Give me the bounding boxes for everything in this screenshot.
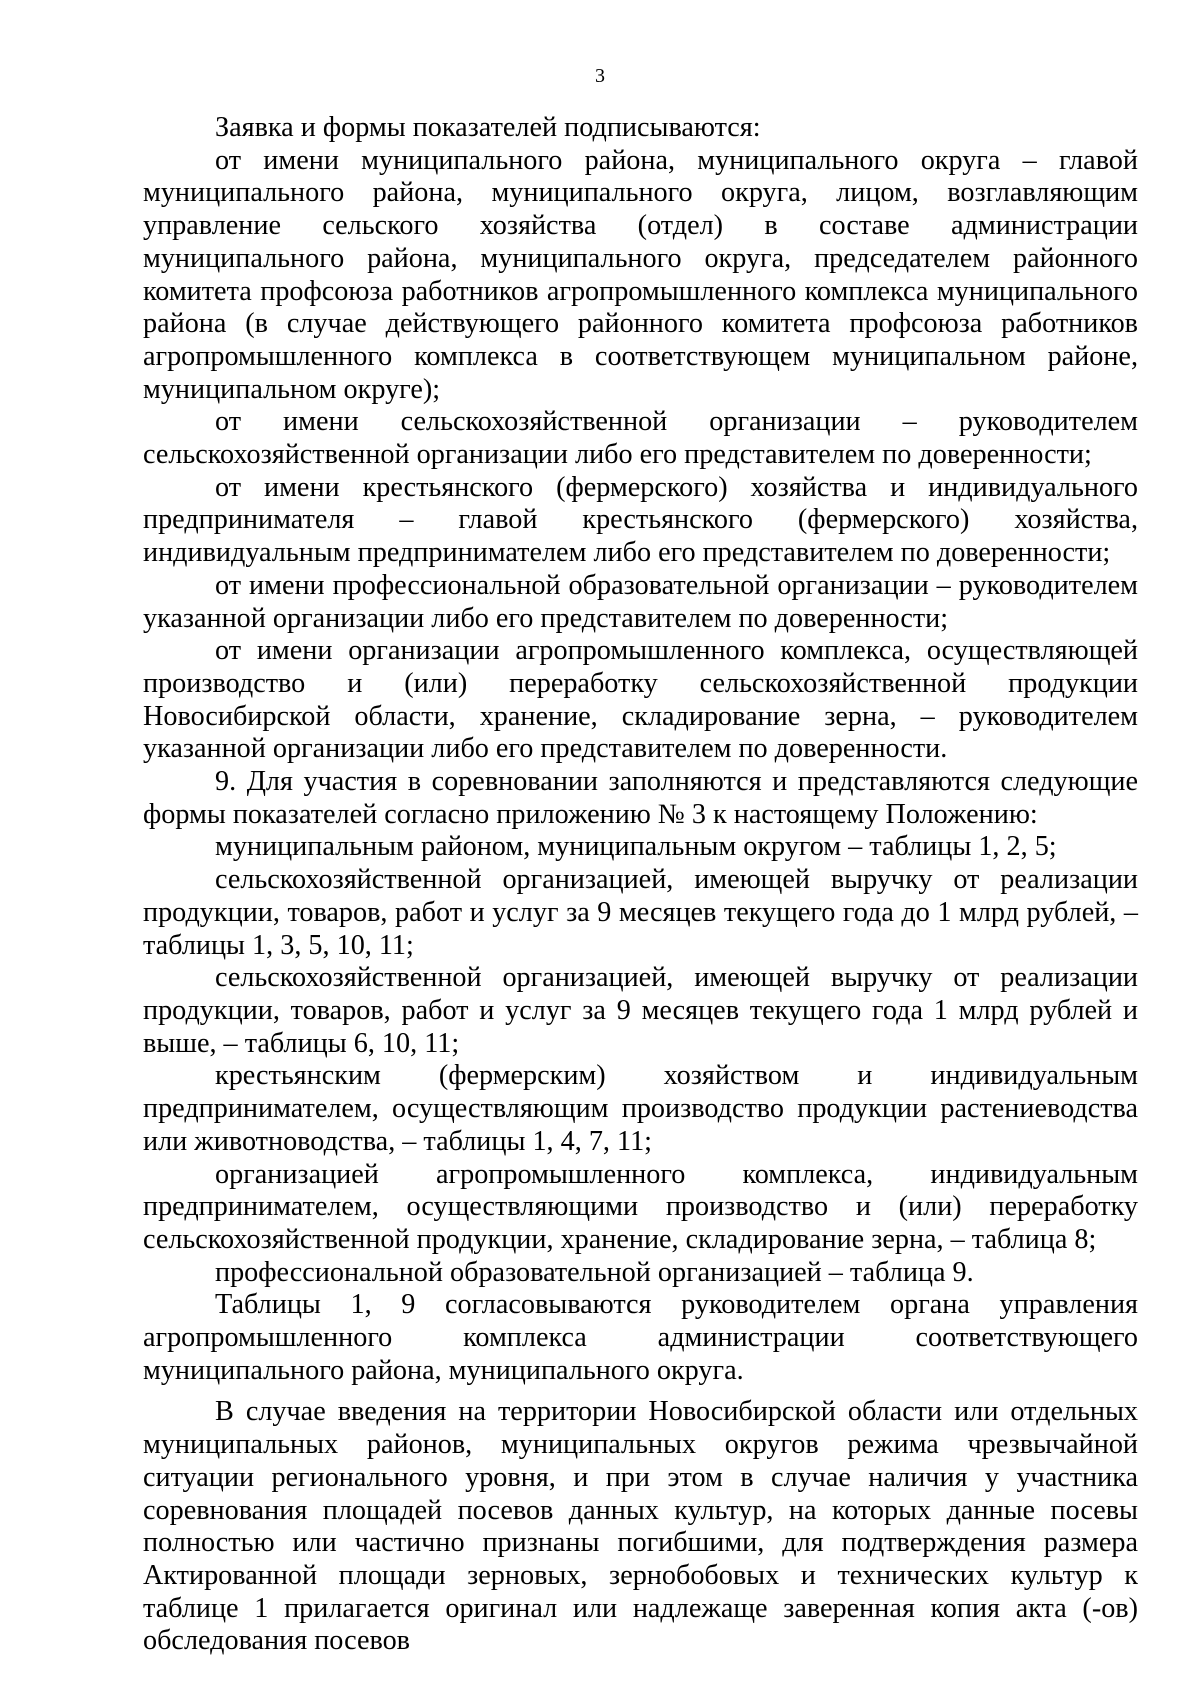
paragraph-agro-complex-signatory: от имени организации агропромышленного комплекса, осуществляющей производство и (или) переработку сельскохозяйственной продукции Новосибирской области, хранение, складирование зерна, – руководителем указанной организации либо его представителем по доверенности. xyxy=(143,635,1138,765)
paragraph-municipal-signatory: от имени муниципального района, муниципального округа – главой муниципального района, муниципального округа, лицом, возглавляющим управление сельского хозяйства (отдел) в составе администрации муниципального района, муниципального округа, председателем районного комитета профсоюза работников агропромышленного комплекса муниципального района (в случае действующего районного комитета профсоюза работников агропромышленного комплекса в соответствующем муниципальном районе, муниципальном округе); xyxy=(143,144,1138,405)
paragraph-emergency-situation: В случае введения на территории Новосибирской области или отдельных муниципальных районов, муниципальных округов режима чрезвычайной ситуации регионального уровня, и при этом в случае наличия у участника соревнования площадей посевов данных культур, на которых данные посевы полностью или частично признаны погибшими, для подтверждения размера Актированной площади зерновых, зернобобовых и технических культур к таблице 1 прилагается оригинал или надлежаще заверенная копия акта (-ов) обследования посевов xyxy=(143,1396,1138,1657)
paragraph-agri-org-signatory: от имени сельскохозяйственной организации – руководителем сельскохозяйственной организации либо его представителем по доверенности; xyxy=(143,406,1138,471)
paragraph-agri-org-large-tables: сельскохозяйственной организацией, имеющей выручку от реализации продукции, товаров, работ и услуг за 9 месяцев текущего года 1 млрд рублей и выше, – таблицы 6, 10, 11; xyxy=(143,962,1138,1059)
paragraph-item-9: 9. Для участия в соревновании заполняются и представляются следующие формы показателей согласно приложению № 3 к настоящему Положению: xyxy=(143,766,1138,830)
paragraph-agro-complex-tables: организацией агропромышленного комплекса, индивидуальным предпринимателем, осуществляющими производство и (или) переработку сельскохозяйственной продукции, хранение, складирование зерна, – таблица 8; xyxy=(143,1158,1138,1255)
paragraph-municipal-tables: муниципальным районом, муниципальным округом – таблицы 1, 2, 5; xyxy=(215,831,1057,863)
paragraph-agri-org-small-tables: сельскохозяйственной организацией, имеющей выручку от реализации продукции, товаров, работ и услуг за 9 месяцев текущего года до 1 млрд рублей, – таблицы 1, 3, 5, 10, 11; xyxy=(143,864,1138,961)
document-body xyxy=(143,112,1138,1658)
paragraph-signing-intro: Заявка и формы показателей подписываются: xyxy=(215,112,761,143)
paragraph-tables-approval: Таблицы 1, 9 согласовываются руководителем органа управления агропромышленного комплекса администрации соответствующего муниципального района, муниципального округа. xyxy=(143,1289,1138,1386)
paragraph-farm-tables: крестьянским (фермерским) хозяйством и индивидуальным предпринимателем, осуществляющим производство продукции растениеводства или животноводства, – таблицы 1, 4, 7, 11; xyxy=(143,1060,1138,1157)
page-number: 3 xyxy=(595,65,605,87)
paragraph-farm-signatory: от имени крестьянского (фермерского) хозяйства и индивидуального предпринимателя – главой крестьянского (фермерского) хозяйства, индивидуальным предпринимателем либо его представителем по доверенности; xyxy=(143,471,1138,569)
paragraph-education-table: профессиональной образовательной организацией – таблица 9. xyxy=(215,1256,974,1288)
paragraph-education-org-signatory: от имени профессиональной образовательной организации – руководителем указанной организации либо его представителем по доверенности; xyxy=(143,569,1138,634)
